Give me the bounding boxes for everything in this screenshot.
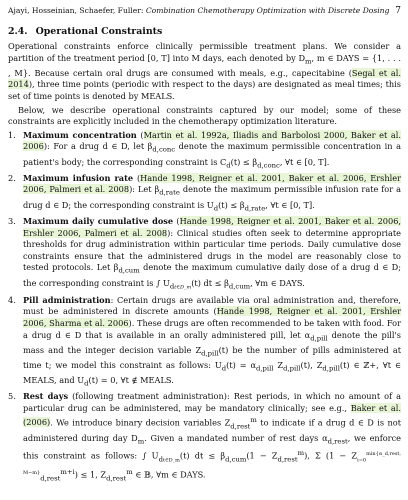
- math-sub: d: [169, 282, 175, 291]
- text-run: (t), Z: [300, 360, 323, 371]
- page-number: 7: [395, 6, 401, 16]
- math-sub: d: [213, 204, 219, 213]
- text-run: (t) ≤ β: [218, 199, 245, 210]
- constraint-list: [8, 130, 401, 485]
- section-title: Operational Constraints: [35, 26, 163, 37]
- math-sub: d,cum: [118, 266, 140, 275]
- math-sub: d,rate: [159, 189, 180, 198]
- text-run: : Let β: [132, 184, 160, 195]
- text-run: (t) be the number of pills administered at time t; we model this constraint as follows: U: [23, 344, 401, 371]
- math-sup: m: [250, 415, 257, 424]
- text-run: ), Σ (1 − Z: [304, 450, 358, 461]
- sum-lower-limit: i=0: [357, 457, 367, 464]
- citation-link[interactable]: Hande 1998, Reigner et al. 2001, Baker et al. 2006, Ershler 2006, Palmeri et al. 2008: [23, 172, 402, 195]
- text-run: ), three time points (periodic with respect to the days) are designated as meal times; this set of time points is denoted by MEALS.: [8, 79, 401, 102]
- text-run: (t) ≤ β: [230, 156, 258, 167]
- list-number: 2.: [8, 172, 16, 183]
- math-sub: d: [84, 379, 89, 388]
- section-number: 2.4.: [8, 26, 28, 37]
- header-title: Combination Chemotherapy Optimization with Discrete Dosing: [145, 6, 390, 15]
- math-sub: d,rest: [230, 422, 251, 431]
- text-run: to indicate if a drug d ∈ D is not administered during day D: [23, 417, 401, 443]
- text-run: denote the pill's mass and the integer decision variable Z: [23, 329, 401, 355]
- text-run: , ∀m ∈ DAYS.: [250, 277, 305, 288]
- integral-limit: t∈D_m: [162, 457, 180, 464]
- list-number: 3.: [8, 215, 16, 226]
- text-run: ). These drugs are often recommended to be taken with food. For a drug d ∈ D that is available in an orally administered pill, let α: [23, 317, 402, 340]
- text-run: (t) dt ≤ β: [191, 277, 229, 288]
- math-sub: d: [226, 161, 231, 170]
- text-run: , ∀t ∈ [0, T].: [279, 156, 330, 167]
- item-title: Rest days: [23, 391, 69, 402]
- paper-page: [8, 6, 401, 486]
- math-sub: d,cum: [225, 455, 247, 464]
- sum-upper-limit: min{α_d,rest, M−m}: [23, 450, 401, 476]
- text-run: (following treatment administration): Rest periods, in which no amount of a particular drug can be administered, may be mandatory clinically; see e.g.,: [23, 391, 401, 414]
- math-sub: m: [305, 57, 312, 66]
- math-sub: d,rest: [106, 474, 127, 483]
- text-run: (t) dt ≤ β: [179, 450, 226, 461]
- math-sub: d,pill: [201, 349, 219, 358]
- text-run: , we enforce this constraint as follows: ∫ U: [23, 432, 401, 461]
- text-run: (1 − Z: [246, 450, 278, 461]
- text-run: , ∀t ∈ [0, T].: [265, 199, 315, 210]
- citation-link[interactable]: Segal et al. 2014: [8, 67, 402, 90]
- text-run: . We introduce binary decision variables Z: [50, 417, 231, 428]
- text-run: denote the maximum cumulative daily dose of a drug d ∈ D; the corresponding constraint is ∫ U: [23, 262, 401, 288]
- list-item-rest-days: [8, 391, 401, 484]
- text-run: : Clinical studies often seek to determine appropriate thresholds for drug administration within particular time periods. Daily cumulative dose constraints ensure that the administered drugs in the model are reasonably close to tested protocols. Let β: [23, 227, 401, 273]
- paragraph-below: Below, we describe operational constraints captured by our model; some of these constraints are explicitly included in the chemotherapy optimization literature.: [8, 104, 401, 127]
- math-sub: d,cum: [228, 282, 251, 291]
- running-head: [8, 6, 401, 16]
- citation-link[interactable]: Baker et al. (2006): [23, 403, 401, 428]
- math-sub: m: [137, 437, 145, 446]
- citation-link[interactable]: Hande 1998, Reigner et al. 2001, Baker et al. 2006, Ershler 2006, Palmeri et al. 2008: [23, 215, 402, 238]
- item-title: Maximum daily cumulative dose: [23, 215, 174, 226]
- header-authors: Ajayi, Hosseinian, Schaefer, Fuller:: [8, 6, 144, 15]
- item-title: Maximum infusion rate: [23, 172, 134, 183]
- citation-link[interactable]: Hande 1998, Reigner et al. 2001, Ershler 2006, Sharma et al. 2006: [23, 306, 401, 328]
- math-sub: d,conc: [257, 161, 280, 170]
- list-item-max-infusion-rate: 2. Maximum infusion rate (Hande 1998, Reigner et al. 2001, Baker et al. 2006, Ershler 2006, Palmeri et al. 2008): Let $\beta_{d,rate}$ denote the maximum permissible infusion rate for a drug d ∈ D; the corresponding constraint is $U_d(t) \le \beta_{d,rate}$, ∀t ∈ [0, T].: [8, 172, 402, 213]
- text-run: (t) ∈ ℤ+, ∀t ∈ MEALS, and U: [23, 360, 401, 386]
- list-item-max-daily-dose: 3. Maximum daily cumulative dose (Hande 1998, Reigner et al. 2001, Baker et al. 2006, Ershler 2006, Palmeri et al. 2008): Clinical studies often seek to determine appropriate thresholds for drug administration within particular time periods. Daily cumulative dose constraints ensure that the administered drugs in the model are reasonably close to tested protocols. Let $\beta_{d,cum}$ denote the maximum cumulative daily dose of a drug d ∈ D; the corresponding constraint is ∫ $U_{dt\in D\_m}(t)$ dt ≤ $\beta_{d,cum}$, ∀m ∈ DAYS.: [8, 215, 402, 291]
- math-sub: d,conc: [152, 146, 176, 155]
- math-sub: d,pill: [256, 364, 274, 373]
- text-run: Operational constraints enforce clinically permissible treatment plans. We consider a partition of the treatment period [0, T] into M days, each denoted by D: [8, 41, 401, 63]
- math-sub: d,pill: [322, 364, 340, 373]
- text-run: ∈ 𝔹, ∀m ∈ DAYS.: [132, 469, 206, 480]
- text-run: denote the maximum permissible infusion rate for a drug d ∈ D; the corresponding constraint is U: [23, 184, 401, 210]
- integral-limit: t∈D_m: [174, 284, 192, 291]
- math-sub: d,rest: [277, 455, 298, 464]
- section-heading: [8, 26, 401, 38]
- list-item-pill-administration: [8, 295, 401, 391]
- citation-link[interactable]: Martin et al. 1992a, Iliadis and Barbolosi 2000, Baker et al. 2006: [23, 129, 402, 152]
- text-run: . Given a mandated number of rest days α: [144, 432, 328, 443]
- list-number: 5.: [8, 391, 16, 402]
- math-sup: m+i: [60, 467, 75, 476]
- text-run: , m ∈ DAYS = {1, . . . , M}. Because certain oral drugs are consumed with meals, e.g., capecitabine (: [8, 52, 401, 78]
- math-sup: m: [297, 448, 305, 457]
- item-title: Maximum concentration: [23, 129, 137, 140]
- text-run: (t) = 0, ∀t ∉ MEALS.: [88, 375, 174, 386]
- running-head-text: [8, 6, 389, 16]
- list-number: 1.: [8, 129, 16, 140]
- item-title: Pill administration: [23, 294, 111, 305]
- list-number: 4.: [8, 294, 16, 305]
- math-sub: d,rest: [40, 474, 61, 483]
- text-run: : Certain drugs are available via oral administration and, therefore, must be administered in discrete amounts (: [23, 294, 401, 317]
- math-sup: m: [126, 467, 133, 476]
- math-sub: d: [221, 364, 227, 373]
- math-sub: d,rest: [327, 437, 348, 446]
- math-sub: d,pill: [310, 334, 328, 343]
- math-sub: d,rate: [244, 204, 266, 213]
- math-sub: d: [158, 455, 163, 464]
- text-run: Z: [273, 360, 284, 371]
- text-run: (t) = α: [226, 360, 257, 371]
- text-run: denote the maximum permissible concentration in a patient's body; the corresponding constraint is C: [23, 141, 401, 167]
- math-sub: d,pill: [283, 364, 301, 373]
- list-item-max-concentration: 1. Maximum concentration (Martin et al. 1992a, Iliadis and Barbolosi 2000, Baker et al. 2006): For a drug d ∈ D, let $\beta_{d,conc}$ denote the maximum permissible concentration in a patient's body; the corresponding constraint is $C_d(t) \le \beta_{d,conc}$, ∀t ∈ [0, T].: [8, 129, 402, 170]
- text-run: : For a drug d ∈ D, let β: [47, 141, 153, 152]
- text-run: ) ≤ 1, Z: [74, 469, 107, 480]
- paragraph-intro: [8, 41, 401, 103]
